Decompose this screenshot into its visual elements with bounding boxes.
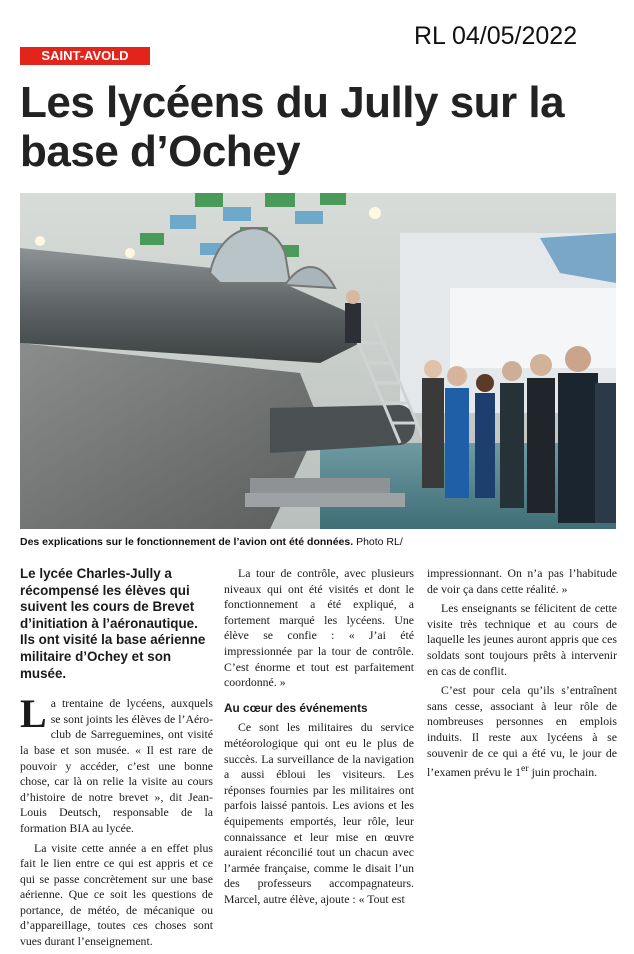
- paragraph-1-text: a trentaine de lycéens, auxquels se sont joints les élèves de l’Aéro-club de Sarreguemines, ont visité la base et son musée. « Il est rare de pouvoir y accéder, c’est une bonne chose, car là on relie la visite au cours d’histoire de notre brevet », dit Jean-Louis Deutsch, responsable de la formation BIA au lycée.: [20, 696, 213, 835]
- drop-cap: L: [20, 691, 47, 737]
- photo-caption: [20, 536, 620, 548]
- article-subheading: Au cœur des événements: [224, 700, 368, 715]
- article-paragraph-2: La visite cette année a en effet plus fait le lien entre ce qui est appris et ce qui se passe concrètement sur une base aérienne. Que ce soit les questions de portance, de météo, de mécanique ou d’appareillage, toutes ces choses sont vues durant l’enseignement.: [20, 840, 213, 949]
- article-paragraph-3: La tour de contrôle, avec plusieurs niveaux qui ont été visités et dont le fonctionnement a été expliqué, a fortement marqué les lycéens. Une élève se confie : « J’ai été impressionnée par la tour de contrôle. C’est énorme et tout est parfaitement coordonné. »: [224, 566, 414, 690]
- article-column-2: [224, 566, 414, 911]
- photo-credit: Photo RL/: [356, 536, 403, 548]
- article-column-3: [427, 566, 617, 785]
- article-paragraph-4-continued: impressionnant. On n’a pas l’habitude de voir ça dans cette réalité. »: [427, 566, 617, 596]
- article-paragraph-1: [20, 691, 213, 836]
- article-column-1: [20, 566, 213, 954]
- article-paragraph-5: Les enseignants se félicitent de cette visite très technique et au cours de laquelle les jeunes auront appris que ces soldats sont toujours prêts à intervenir en cas de conflit.: [427, 601, 617, 678]
- paragraph-6-text-a: C’est pour cela qu’ils s’entraînent sans cesse, associant à leur rôle de nombreuses personnes en emplois induits. Il reste aux lycéens à se souvenir de ce qui a été vu, le jour de l’examen prévu le 1: [427, 683, 617, 780]
- article-photo: [20, 193, 616, 529]
- date-stamp: RL 04/05/2022: [414, 22, 578, 50]
- caption-text: Des explications sur le fonctionnement de l’avion ont été données.: [20, 536, 354, 548]
- article-lead: Le lycée Charles-Jully a récompensé les élèves qui suivent les cours de Brevet d’initiation à l’aéronautique. Ils ont visité la base aérienne militaire d’Ochey et son musée.: [20, 566, 206, 681]
- article-paragraph-6: [427, 683, 617, 780]
- ordinal-suffix: er: [521, 763, 529, 775]
- article-paragraph-4: Ce sont les militaires du service météorologique qui ont eu le plus de succès. La surveillance de la navigation a aussi ébloui les visiteurs. Les réponses fournies par les militaires ont parfois laissé pantois. Les avions et les équipements emportés, leur rôle, leur connaissance et leur mise en œuvre auraient réconcilié tout un chacun avec l’armée française, comme le disait l’un des professeurs accompagnateurs. Marcel, autre élève, ajoute : « Tout est: [224, 720, 414, 906]
- headline: Les lycéens du Jully sur la base d’Ochey: [20, 78, 565, 176]
- paragraph-6-text-b: juin prochain.: [528, 765, 598, 780]
- section-tag: SAINT-AVOLD: [20, 47, 150, 65]
